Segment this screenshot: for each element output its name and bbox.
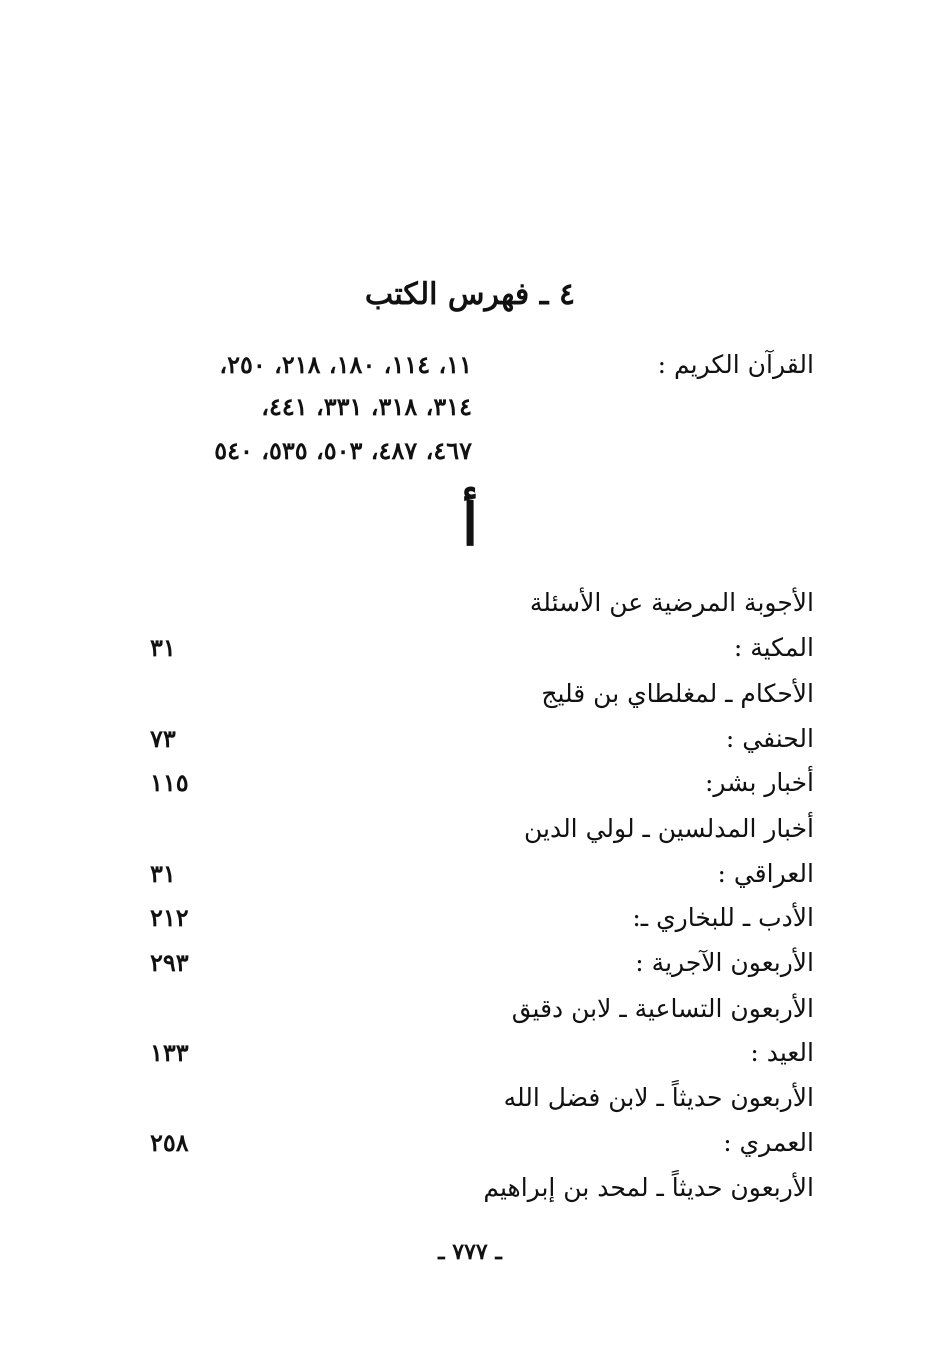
entry-page-number: ١٣٣ bbox=[150, 1038, 189, 1067]
entry-title: الأربعون حديثاً ـ لمحد بن إبراهيم bbox=[483, 1173, 814, 1202]
quran-pages-line: ٤٦٧، ٤٨٧، ٥٠٣، ٥٣٥، ٥٤٠ bbox=[214, 436, 472, 465]
entry-title: العيد : bbox=[750, 1038, 814, 1067]
entry-page-number: ٣١ bbox=[150, 633, 176, 662]
quran-pages-line: ٣١٤، ٣١٨، ٣٣١، ٤٤١، bbox=[261, 392, 472, 421]
entry-page-number: ١١٥ bbox=[150, 768, 189, 797]
entry-title: الأربعون التساعية ـ لابن دقيق bbox=[511, 994, 814, 1023]
entry-title: الأدب ـ للبخاري ـ: bbox=[632, 903, 814, 932]
page-number: ـ ٧٧٧ ـ bbox=[438, 1239, 502, 1265]
entry-title: أخبار بشر: bbox=[704, 768, 814, 797]
entry-page-number: ٢١٢ bbox=[150, 903, 189, 932]
entry-title: الأربعون حديثاً ـ لابن فضل الله bbox=[503, 1083, 814, 1112]
index-title: ٤ ـ فهرس الكتب bbox=[364, 277, 576, 312]
entry-title: العراقي : bbox=[717, 859, 814, 888]
entry-title: الأجوبة المرضية عن الأسئلة bbox=[529, 588, 814, 617]
entry-page-number: ٢٩٣ bbox=[150, 948, 189, 977]
entry-title: أخبار المدلسين ـ لولي الدين bbox=[523, 814, 814, 843]
quran-entry-label: القرآن الكريم : bbox=[657, 350, 814, 379]
entry-title: الحنفي : bbox=[725, 724, 814, 753]
section-letter: أ bbox=[461, 491, 479, 559]
quran-pages-line: ١١، ١١٤، ١٨٠، ٢١٨، ٢٥٠، bbox=[219, 350, 472, 379]
entry-title: العمري : bbox=[723, 1128, 814, 1157]
entry-page-number: ٧٣ bbox=[150, 724, 176, 753]
entry-page-number: ٢٥٨ bbox=[150, 1128, 189, 1157]
entry-title: المكية : bbox=[733, 633, 814, 662]
entry-title: الأربعون الآجرية : bbox=[635, 948, 814, 977]
entry-page-number: ٣١ bbox=[150, 859, 176, 888]
entry-title: الأحكام ـ لمغلطاي بن قليج bbox=[541, 679, 814, 708]
